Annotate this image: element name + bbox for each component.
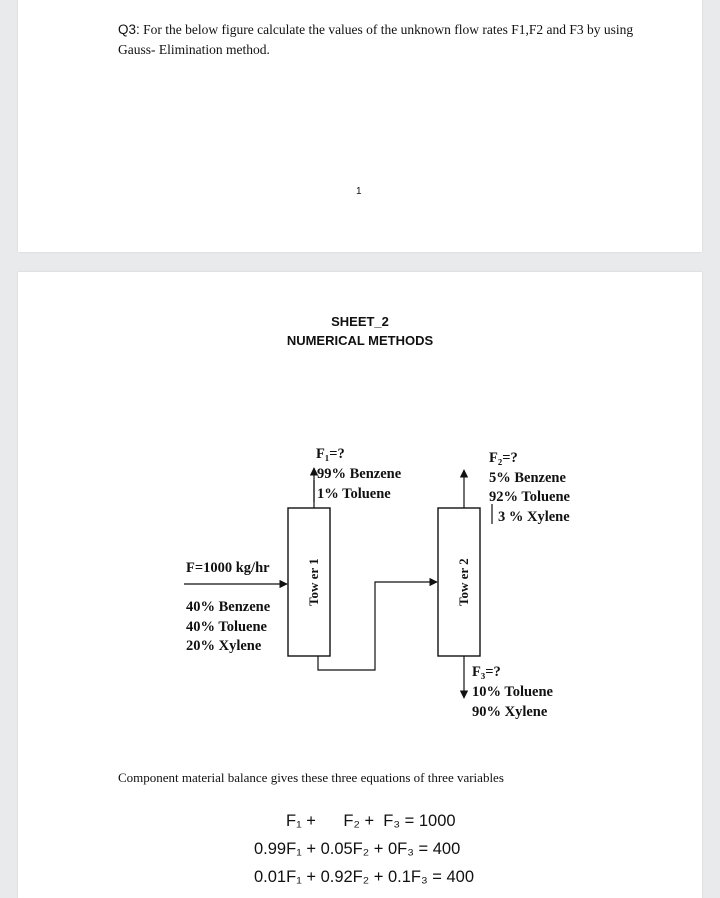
tower-2-label: Tow er 2	[456, 558, 471, 606]
equation-2: 0.99F₁ + 0.05F₂ + 0F₃ = 400	[254, 840, 461, 858]
f2-toluene: 92% Toluene	[489, 489, 570, 505]
sheet-title: SHEET_2	[331, 314, 389, 329]
feed-toluene: 40% Toluene	[186, 619, 267, 635]
document-page-1	[18, 0, 702, 252]
f1-label: F₁=?	[316, 446, 345, 462]
sheet-subtitle: NUMERICAL METHODS	[286, 333, 434, 348]
f1-benzene: 99% Benzene	[317, 466, 402, 482]
f1-toluene: 1% Toluene	[317, 486, 391, 502]
feed-label: F=1000 kg/hr	[186, 560, 270, 576]
equation-1: F₁ + F₂ + F₃ = 1000	[286, 812, 456, 830]
balance-description: Component material balance gives these three equations of three variables	[118, 770, 504, 785]
f3-toluene: 10% Toluene	[472, 684, 553, 700]
f3-label: F₃=?	[472, 664, 501, 680]
f2-label: F₂=?	[489, 450, 518, 466]
question-text	[118, 20, 638, 60]
tower1-to-tower2-line	[318, 582, 437, 670]
f2-benzene: 5% Benzene	[489, 470, 566, 486]
equation-3: 0.01F₁ + 0.92F₂ + 0.1F₃ = 400	[254, 868, 475, 886]
feed-benzene: 40% Benzene	[186, 599, 271, 615]
f2-xylene: 3 % Xylene	[498, 509, 570, 525]
page-number: 1	[356, 186, 362, 197]
tower-1-label: Tow er 1	[306, 558, 321, 606]
question-label: Q3:	[118, 22, 140, 37]
feed-xylene: 20% Xylene	[186, 638, 262, 654]
document-page-2	[18, 272, 702, 898]
question-body: For the below figure calculate the values of the unknown flow rates F1,F2 and F3 by using Gauss- Elimination method.	[118, 22, 634, 57]
distillation-diagram	[18, 272, 702, 752]
f3-xylene: 90% Xylene	[472, 704, 548, 720]
